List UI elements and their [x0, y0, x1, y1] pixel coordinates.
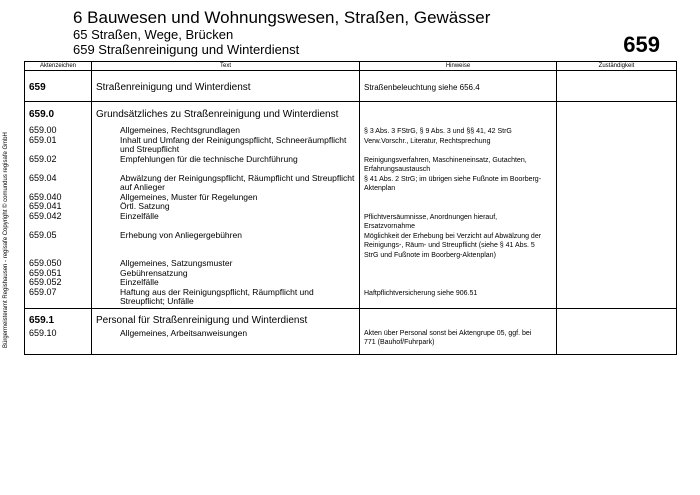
section-code: 659.1: [29, 314, 55, 326]
text-cell: [92, 102, 360, 309]
list-line: Reinigungsverfahren, Maschineneinsatz, Gutachten,: [364, 156, 527, 164]
list-line: Örtl. Satzung: [120, 201, 170, 211]
list-line: § 3 Abs. 3 FStrG, § 9 Abs. 3 und §§ 41, 42 StrG: [364, 128, 512, 135]
list-line: 659.041: [29, 201, 62, 211]
list-line: 659.051: [29, 267, 62, 278]
list-line: [364, 146, 552, 156]
list-line: 659.052: [29, 277, 62, 287]
list-line: Möglichkeit der Erhebung bei Verzicht auf Abwälzung der: [364, 232, 542, 240]
list-line: 771 (Bauhof/Fuhrpark): [364, 339, 435, 346]
list-line: StrG und Fußnote im Boorberg-Aktenplan): [364, 251, 496, 259]
responsibility-cell: [557, 308, 677, 354]
list-line: und Streupflicht: [120, 144, 180, 154]
table-row: [25, 102, 677, 309]
list-line: [364, 260, 552, 270]
section-code: 659: [25, 71, 92, 102]
list-line: Ersatzvornahme: [364, 223, 415, 230]
code-list: [29, 329, 87, 348]
list-line: 659.10: [29, 327, 57, 338]
heading-level-2: 65 Straßen, Wege, Brücken: [73, 27, 234, 42]
heading-level-3: 659 Straßenreinigung und Winterdienst: [73, 42, 300, 57]
list-line: [29, 338, 87, 348]
list-line: Gebührensatzung: [120, 267, 188, 278]
hint-list: [360, 308, 557, 354]
list-line: 659.050: [29, 258, 62, 268]
heading-level-1: 6 Bauwesen und Wohnungswesen, Straßen, Gewässer: [73, 8, 491, 27]
text-list: [96, 126, 355, 307]
table-row: [25, 71, 677, 102]
list-line: Allgemeines, Arbeitsanweisungen: [120, 327, 248, 338]
list-line: Verw.Vorschr., Literatur, Rechtsprechung: [364, 137, 491, 145]
list-line: 659.05: [29, 229, 57, 240]
column-header-text: Text: [92, 62, 360, 71]
list-line: 659.040: [29, 191, 62, 202]
list-line: Erfahrungsaustausch: [364, 166, 431, 173]
section-title: Personal für Straßenreinigung und Winterdienst: [96, 314, 308, 326]
list-line: Einzelfälle: [120, 210, 159, 221]
list-line: [120, 338, 355, 348]
list-line: auf Anlieger: [120, 182, 165, 192]
list-line: 659.01: [29, 134, 57, 145]
list-line: Streupflicht; Unfälle: [120, 296, 194, 306]
list-line: Haftung aus der Reinigungspflicht, Räumpflicht und: [120, 286, 314, 297]
list-line: Abwälzung der Reinigungspflicht, Räumpflicht und Streupflicht: [120, 172, 355, 183]
table-header-row: [25, 62, 677, 71]
copyright-text: Bürgermeisteramt Regishausen - regisafe Copyright © comundus regisafe GmbH: [3, 132, 9, 348]
list-line: Einzelfälle: [120, 277, 159, 287]
filing-plan-table: [24, 61, 677, 355]
list-line: 659.07: [29, 286, 57, 297]
text-list: [96, 329, 355, 348]
code-list: [29, 126, 87, 307]
page-number: 659: [623, 32, 660, 57]
text-cell: [92, 308, 360, 354]
responsibility-cell: [557, 71, 677, 102]
list-line: Allgemeines, Rechtsgrundlagen: [120, 125, 241, 135]
list-line: Aktenplan: [364, 185, 396, 192]
list-line: Inhalt und Umfang der Reinigungspflicht, Schneeräumpflicht: [120, 134, 347, 145]
list-line: 659.00: [29, 125, 57, 135]
list-line: Erhebung von Anliegergebühren: [120, 229, 242, 240]
list-line: [364, 203, 552, 213]
list-line: Haftpflichtversicherung siehe 906.51: [364, 289, 478, 297]
list-line: [364, 270, 552, 280]
column-header-zustaendigkeit: Zuständigkeit: [557, 62, 677, 71]
list-line: Allgemeines, Muster für Regelungen: [120, 191, 258, 202]
list-line: Empfehlungen für die technische Durchführung: [120, 153, 298, 164]
list-line: [364, 298, 552, 308]
column-header-hinweise: Hinweise: [360, 62, 557, 71]
list-line: Pflichtversäumnisse, Anordnungen hierauf,: [364, 213, 498, 221]
list-line: [29, 240, 87, 250]
hint-list: [360, 102, 557, 309]
list-line: [364, 194, 552, 204]
section-hint: Straßenbeleuchtung siehe 656.4: [360, 71, 557, 102]
list-line: Akten über Personal sonst bei Aktengrupe 05, ggf. bei: [364, 329, 532, 337]
list-line: [29, 297, 87, 307]
list-line: Reinigungs-, Räum- und Streupflicht (siehe § 41 Abs. 5: [364, 242, 535, 249]
code-cell: [25, 308, 92, 354]
copyright-sidebar: [3, 132, 13, 358]
list-line: 659.02: [29, 153, 57, 164]
table-row: [25, 308, 677, 354]
list-line: § 41 Abs. 2 StrG; im übrigen siehe Fußnote im Boorberg-: [364, 175, 542, 183]
list-line: Allgemeines, Satzungsmuster: [120, 258, 233, 268]
list-line: [120, 240, 355, 250]
list-line: [364, 279, 552, 289]
responsibility-cell: [557, 102, 677, 309]
list-line: 659.042: [29, 210, 62, 221]
column-header-aktenzeichen: Aktenzeichen: [25, 62, 92, 71]
list-line: 659.04: [29, 172, 57, 183]
section-code: 659.0: [29, 109, 55, 120]
section-title: Grundsätzliches zu Straßenreinigung und Winterdienst: [96, 109, 339, 120]
section-title: Straßenreinigung und Winterdienst: [92, 71, 360, 102]
code-cell: [25, 102, 92, 309]
